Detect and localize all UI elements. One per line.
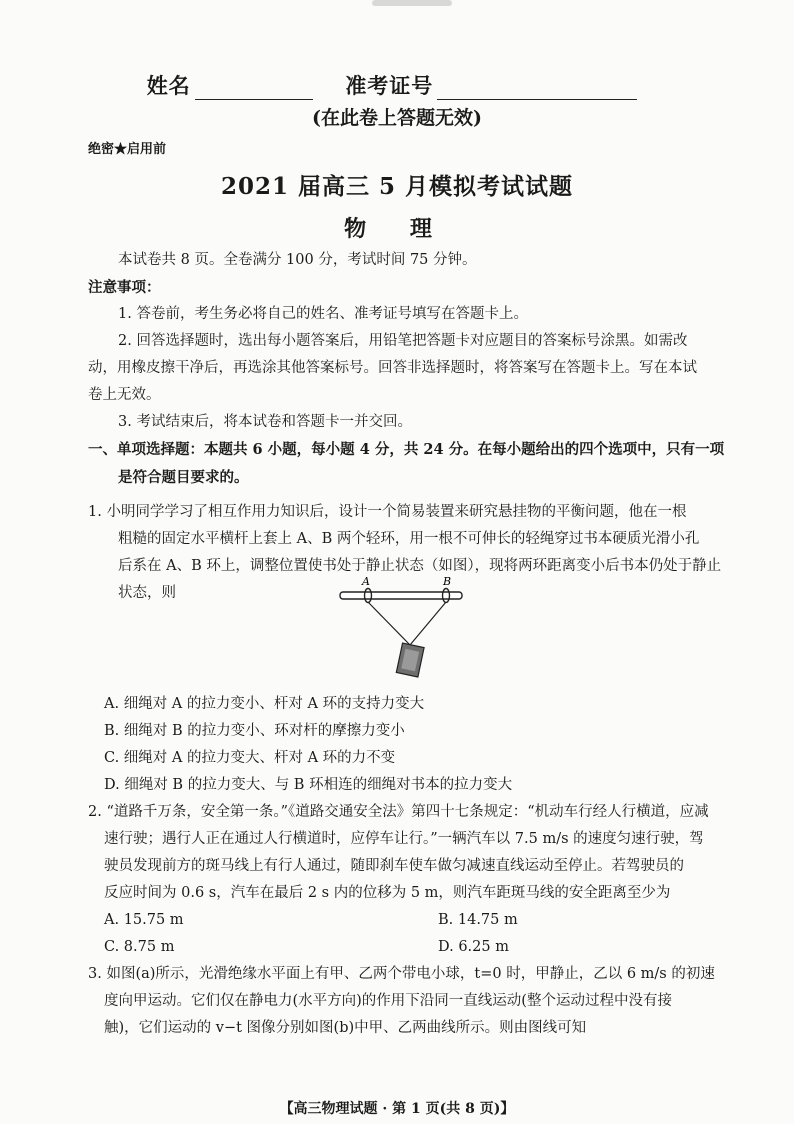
question-3-text: 3. 如图(a)所示，光滑绝缘水平面上有甲、乙两个带电小球，t=0 时，甲静止，乙以 6 m/s 的初速 — [88, 966, 715, 982]
label-a: A — [362, 575, 370, 588]
question-2-text: 驶员发现前方的斑马线上有行人通过，随即刹车使车做匀减速直线运动至停止。若驾驶员的 — [104, 858, 684, 874]
question-1-text: 粗糙的固定水平横杆上套上 A、B 两个轻环，用一根不可伸长的轻绳穿过书本硬质光滑小孔 — [118, 531, 700, 547]
note-item: 2. 回答选择题时，选出每小题答案后，用铅笔把答题卡对应题目的答案标号涂黑。如需改 — [118, 333, 688, 349]
string-b — [410, 602, 446, 645]
question-2-text: 反应时间为 0.6 s，汽车在最后 2 s 内的位移为 5 m，则汽车距斑马线的安全距离至少为 — [104, 885, 671, 901]
horizontal-rod — [340, 592, 462, 599]
secret-label: 绝密★启用前 — [88, 142, 167, 157]
note-item: 1. 答卷前，考生务必将自己的姓名、准考证号填写在答题卡上。 — [118, 306, 528, 322]
exam-intro: 本试卷共 8 页。全卷满分 100 分，考试时间 75 分钟。 — [118, 252, 477, 268]
name-label: 姓名 — [146, 73, 191, 98]
question-1-text: 后系在 A、B 环上，调整位置使书处于静止状态（如图），现将两环距离变小后书本仍处于静止 — [118, 558, 722, 574]
subject-title: 物 理 — [344, 216, 450, 242]
notes-title: 注意事项： — [88, 279, 161, 296]
page-footer: 【高三物理试题 · 第 1 页(共 8 页)】 — [279, 1101, 515, 1117]
option-b[interactable]: B. 细绳对 B 的拉力变小、环对杆的摩擦力变小 — [104, 723, 405, 739]
option-c[interactable]: C. 8.75 m — [104, 939, 175, 955]
invalid-note: (在此卷上答题无效) — [312, 107, 482, 129]
question-1-text: 1. 小明同学学习了相互作用力知识后，设计一个简易装置来研究悬挂物的平衡问题，他在一根 — [88, 504, 687, 520]
option-c[interactable]: C. 细绳对 A 的拉力变大、杆对 A 环的力不变 — [104, 750, 396, 766]
question-2-text: 速行驶；遇行人正在通过人行横道时，应停车让行。”一辆汽车以 7.5 m/s 的速度匀速行驶，驾 — [104, 831, 704, 847]
option-d[interactable]: D. 6.25 m — [438, 939, 509, 955]
section-heading: 一、单项选择题：本题共 6 小题，每小题 4 分，共 24 分。在每小题给出的四个选项中，只有一项 — [88, 441, 725, 458]
note-item: 3. 考试结束后，将本试卷和答题卡一并交回。 — [118, 414, 412, 430]
exam-title: 2021 届高三 5 月模拟考试试题 — [220, 173, 574, 200]
option-b[interactable]: B. 14.75 m — [438, 912, 518, 928]
option-a[interactable]: A. 细绳对 A 的拉力变小、杆对 A 环的支持力变大 — [104, 696, 425, 712]
id-label: 准考证号 — [345, 73, 434, 98]
note-item: 卷上无效。 — [88, 387, 161, 403]
question-1-diagram — [336, 575, 466, 685]
scan-mark — [372, 0, 452, 6]
name-blank — [195, 77, 313, 100]
student-info-header — [0, 70, 794, 100]
book — [396, 643, 424, 677]
option-a[interactable]: A. 15.75 m — [104, 912, 184, 928]
section-heading-cont: 是符合题目要求的。 — [118, 469, 249, 486]
question-3-text: 触)，它们运动的 v−t 图像分别如图(b)中甲、乙两曲线所示。则由图线可知 — [104, 1020, 587, 1036]
string-a — [368, 602, 410, 645]
question-1-text: 状态，则 — [118, 585, 176, 601]
id-blank — [437, 77, 637, 100]
option-d[interactable]: D. 细绳对 B 的拉力变大、与 B 环相连的细绳对书本的拉力变大 — [104, 777, 513, 793]
label-b: B — [443, 575, 452, 588]
question-2-text: 2. “道路千万条，安全第一条。”《道路交通安全法》第四十七条规定：“机动车行经人行横道，应减 — [88, 804, 709, 820]
question-3-text: 度向甲运动。它们仅在静电力(水平方向)的作用下沿同一直线运动(整个运动过程中没有接 — [104, 993, 672, 1009]
note-item: 动，用橡皮擦干净后，再选涂其他答案标号。回答非选择题时，将答案写在答题卡上。写在本试 — [88, 360, 697, 376]
